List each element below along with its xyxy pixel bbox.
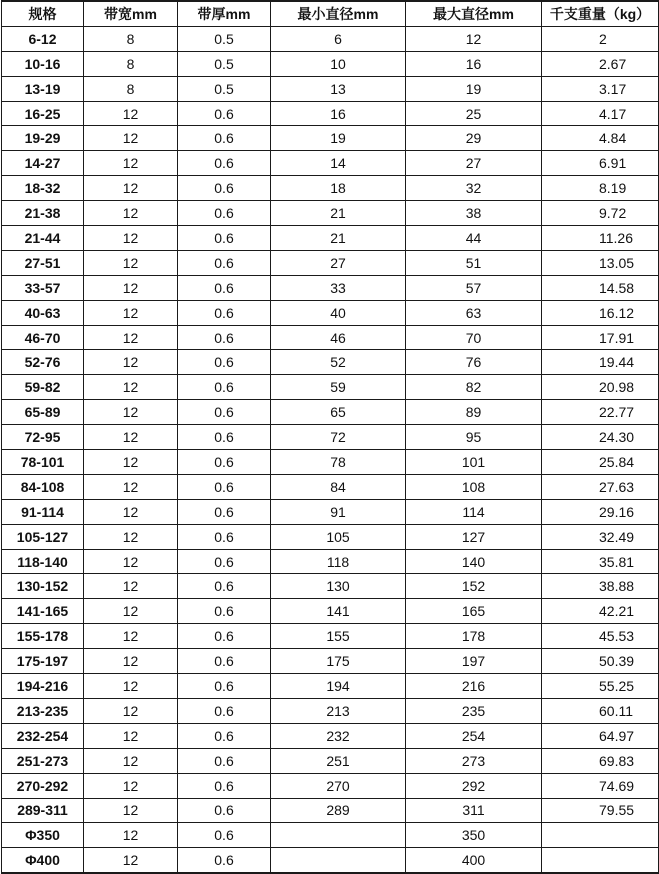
cell-weight: 69.83	[542, 748, 659, 773]
table-row	[2, 599, 659, 624]
cell-band-thickness: 0.6	[178, 649, 271, 674]
cell-spec: 40-63	[2, 300, 84, 325]
cell-weight: 32.49	[542, 524, 659, 549]
cell-weight: 13.05	[542, 250, 659, 275]
cell-weight: 6.91	[542, 151, 659, 176]
cell-min-diameter: 289	[271, 798, 406, 823]
cell-band-thickness: 0.6	[178, 350, 271, 375]
cell-band-width: 12	[84, 250, 178, 275]
cell-weight: 60.11	[542, 698, 659, 723]
cell-min-diameter: 59	[271, 375, 406, 400]
header-band-thickness: 带厚mm	[178, 1, 271, 26]
table-row	[2, 823, 659, 848]
table-row	[2, 300, 659, 325]
cell-band-width: 12	[84, 649, 178, 674]
table-row	[2, 176, 659, 201]
cell-band-thickness: 0.6	[178, 674, 271, 699]
cell-max-diameter: 95	[406, 425, 542, 450]
cell-max-diameter: 400	[406, 848, 542, 873]
table-row	[2, 350, 659, 375]
cell-spec: 16-25	[2, 101, 84, 126]
cell-weight: 79.55	[542, 798, 659, 823]
cell-band-width: 12	[84, 400, 178, 425]
cell-min-diameter: 270	[271, 773, 406, 798]
cell-band-thickness: 0.6	[178, 574, 271, 599]
cell-max-diameter: 235	[406, 698, 542, 723]
cell-band-thickness: 0.6	[178, 275, 271, 300]
cell-band-thickness: 0.6	[178, 250, 271, 275]
cell-min-diameter: 118	[271, 549, 406, 574]
cell-band-width: 12	[84, 723, 178, 748]
cell-band-width: 12	[84, 574, 178, 599]
table-row	[2, 723, 659, 748]
cell-min-diameter: 10	[271, 51, 406, 76]
cell-spec: 91-114	[2, 499, 84, 524]
cell-spec: 105-127	[2, 524, 84, 549]
cell-min-diameter: 65	[271, 400, 406, 425]
cell-max-diameter: 29	[406, 126, 542, 151]
cell-min-diameter: 175	[271, 649, 406, 674]
cell-band-width: 8	[84, 51, 178, 76]
cell-max-diameter: 197	[406, 649, 542, 674]
cell-band-width: 12	[84, 748, 178, 773]
cell-band-width: 12	[84, 798, 178, 823]
table-row	[2, 798, 659, 823]
table-row	[2, 101, 659, 126]
table-row	[2, 250, 659, 275]
cell-band-thickness: 0.6	[178, 524, 271, 549]
cell-max-diameter: 292	[406, 773, 542, 798]
cell-min-diameter: 72	[271, 425, 406, 450]
cell-max-diameter: 70	[406, 325, 542, 350]
cell-band-width: 12	[84, 201, 178, 226]
cell-spec: 21-38	[2, 201, 84, 226]
cell-weight: 2.67	[542, 51, 659, 76]
cell-min-diameter: 194	[271, 674, 406, 699]
table-row	[2, 151, 659, 176]
cell-band-width: 12	[84, 524, 178, 549]
cell-band-thickness: 0.6	[178, 300, 271, 325]
table-row	[2, 226, 659, 251]
cell-band-thickness: 0.6	[178, 375, 271, 400]
cell-band-width: 12	[84, 599, 178, 624]
cell-min-diameter: 155	[271, 624, 406, 649]
cell-spec: 175-197	[2, 649, 84, 674]
table-row	[2, 524, 659, 549]
cell-spec: 78-101	[2, 450, 84, 475]
cell-max-diameter: 311	[406, 798, 542, 823]
cell-spec: 59-82	[2, 375, 84, 400]
table-row	[2, 275, 659, 300]
cell-spec: 52-76	[2, 350, 84, 375]
cell-band-width: 12	[84, 101, 178, 126]
cell-spec: 213-235	[2, 698, 84, 723]
table-row	[2, 748, 659, 773]
cell-max-diameter: 44	[406, 226, 542, 251]
cell-weight: 50.39	[542, 649, 659, 674]
cell-weight: 35.81	[542, 549, 659, 574]
cell-max-diameter: 57	[406, 275, 542, 300]
cell-spec: 270-292	[2, 773, 84, 798]
cell-max-diameter: 16	[406, 51, 542, 76]
cell-spec: 232-254	[2, 723, 84, 748]
cell-band-thickness: 0.6	[178, 126, 271, 151]
table-row	[2, 375, 659, 400]
cell-band-width: 12	[84, 350, 178, 375]
cell-weight: 3.17	[542, 76, 659, 101]
cell-weight: 4.84	[542, 126, 659, 151]
cell-min-diameter: 84	[271, 474, 406, 499]
cell-max-diameter: 51	[406, 250, 542, 275]
cell-band-thickness: 0.6	[178, 226, 271, 251]
cell-weight	[542, 848, 659, 873]
cell-weight: 22.77	[542, 400, 659, 425]
cell-min-diameter: 213	[271, 698, 406, 723]
cell-weight: 2	[542, 26, 659, 51]
cell-band-thickness: 0.6	[178, 549, 271, 574]
spec-table	[1, 0, 659, 874]
cell-max-diameter: 89	[406, 400, 542, 425]
cell-min-diameter: 21	[271, 201, 406, 226]
cell-weight	[542, 823, 659, 848]
cell-spec: 13-19	[2, 76, 84, 101]
header-weight-per-thousand: 千支重量（kg）	[542, 1, 659, 26]
table-row	[2, 848, 659, 873]
table-row	[2, 201, 659, 226]
cell-spec: 194-216	[2, 674, 84, 699]
table-row	[2, 474, 659, 499]
table-row	[2, 698, 659, 723]
cell-band-thickness: 0.6	[178, 151, 271, 176]
cell-max-diameter: 140	[406, 549, 542, 574]
header-row	[2, 1, 659, 26]
cell-band-thickness: 0.6	[178, 101, 271, 126]
cell-band-thickness: 0.6	[178, 748, 271, 773]
cell-band-width: 12	[84, 126, 178, 151]
cell-min-diameter: 40	[271, 300, 406, 325]
cell-min-diameter: 46	[271, 325, 406, 350]
cell-band-width: 12	[84, 375, 178, 400]
table-row	[2, 499, 659, 524]
cell-max-diameter: 12	[406, 26, 542, 51]
cell-weight: 19.44	[542, 350, 659, 375]
cell-max-diameter: 108	[406, 474, 542, 499]
cell-min-diameter: 232	[271, 723, 406, 748]
cell-max-diameter: 82	[406, 375, 542, 400]
cell-min-diameter: 33	[271, 275, 406, 300]
cell-band-width: 12	[84, 325, 178, 350]
cell-band-thickness: 0.6	[178, 773, 271, 798]
cell-max-diameter: 127	[406, 524, 542, 549]
header-min-diameter: 最小直径mm	[271, 1, 406, 26]
header-spec: 规格	[2, 1, 84, 26]
cell-band-width: 12	[84, 499, 178, 524]
cell-max-diameter: 27	[406, 151, 542, 176]
cell-min-diameter: 21	[271, 226, 406, 251]
cell-band-thickness: 0.6	[178, 848, 271, 873]
cell-spec: 27-51	[2, 250, 84, 275]
cell-weight: 8.19	[542, 176, 659, 201]
table-header	[2, 1, 659, 26]
cell-band-thickness: 0.6	[178, 599, 271, 624]
cell-max-diameter: 165	[406, 599, 542, 624]
cell-weight: 25.84	[542, 450, 659, 475]
cell-band-width: 12	[84, 773, 178, 798]
table-body	[2, 26, 659, 873]
table-row	[2, 51, 659, 76]
cell-weight: 16.12	[542, 300, 659, 325]
cell-weight: 11.26	[542, 226, 659, 251]
cell-band-width: 12	[84, 176, 178, 201]
cell-weight: 42.21	[542, 599, 659, 624]
cell-band-width: 12	[84, 474, 178, 499]
cell-spec: 18-32	[2, 176, 84, 201]
cell-max-diameter: 32	[406, 176, 542, 201]
table-row	[2, 425, 659, 450]
cell-min-diameter: 16	[271, 101, 406, 126]
cell-max-diameter: 19	[406, 76, 542, 101]
cell-spec: 72-95	[2, 425, 84, 450]
cell-band-width: 12	[84, 300, 178, 325]
cell-band-width: 12	[84, 425, 178, 450]
cell-weight: 27.63	[542, 474, 659, 499]
cell-weight: 38.88	[542, 574, 659, 599]
cell-spec: 251-273	[2, 748, 84, 773]
cell-max-diameter: 76	[406, 350, 542, 375]
table-row	[2, 773, 659, 798]
cell-band-thickness: 0.6	[178, 698, 271, 723]
cell-max-diameter: 273	[406, 748, 542, 773]
cell-min-diameter: 91	[271, 499, 406, 524]
cell-weight: 74.69	[542, 773, 659, 798]
cell-max-diameter: 25	[406, 101, 542, 126]
table-row	[2, 400, 659, 425]
cell-min-diameter: 105	[271, 524, 406, 549]
cell-weight: 20.98	[542, 375, 659, 400]
cell-band-thickness: 0.6	[178, 400, 271, 425]
cell-band-thickness: 0.6	[178, 450, 271, 475]
cell-spec: 21-44	[2, 226, 84, 251]
cell-band-thickness: 0.6	[178, 425, 271, 450]
cell-weight: 29.16	[542, 499, 659, 524]
cell-weight: 14.58	[542, 275, 659, 300]
cell-band-thickness: 0.6	[178, 823, 271, 848]
cell-spec: 19-29	[2, 126, 84, 151]
header-band-width: 带宽mm	[84, 1, 178, 26]
cell-min-diameter: 14	[271, 151, 406, 176]
table-row	[2, 649, 659, 674]
cell-weight: 4.17	[542, 101, 659, 126]
cell-max-diameter: 178	[406, 624, 542, 649]
cell-weight: 17.91	[542, 325, 659, 350]
cell-spec: 10-16	[2, 51, 84, 76]
cell-min-diameter	[271, 823, 406, 848]
cell-spec: 155-178	[2, 624, 84, 649]
cell-band-thickness: 0.5	[178, 76, 271, 101]
cell-max-diameter: 216	[406, 674, 542, 699]
cell-spec: 118-140	[2, 549, 84, 574]
cell-min-diameter	[271, 848, 406, 873]
cell-band-width: 12	[84, 823, 178, 848]
cell-band-thickness: 0.6	[178, 499, 271, 524]
cell-band-width: 12	[84, 450, 178, 475]
table-row	[2, 76, 659, 101]
table-row	[2, 126, 659, 151]
cell-spec: 289-311	[2, 798, 84, 823]
cell-max-diameter: 152	[406, 574, 542, 599]
cell-min-diameter: 251	[271, 748, 406, 773]
cell-band-thickness: 0.6	[178, 723, 271, 748]
cell-band-thickness: 0.6	[178, 325, 271, 350]
cell-max-diameter: 350	[406, 823, 542, 848]
table-row	[2, 325, 659, 350]
cell-max-diameter: 254	[406, 723, 542, 748]
cell-spec: 14-27	[2, 151, 84, 176]
cell-band-width: 8	[84, 76, 178, 101]
cell-spec: 141-165	[2, 599, 84, 624]
cell-spec: 130-152	[2, 574, 84, 599]
table-row	[2, 624, 659, 649]
table-row	[2, 549, 659, 574]
cell-min-diameter: 13	[271, 76, 406, 101]
cell-band-width: 12	[84, 848, 178, 873]
cell-min-diameter: 130	[271, 574, 406, 599]
cell-min-diameter: 6	[271, 26, 406, 51]
cell-band-thickness: 0.5	[178, 26, 271, 51]
cell-band-width: 12	[84, 226, 178, 251]
table-row	[2, 574, 659, 599]
cell-min-diameter: 27	[271, 250, 406, 275]
cell-band-width: 12	[84, 275, 178, 300]
table-row	[2, 26, 659, 51]
cell-weight: 55.25	[542, 674, 659, 699]
cell-min-diameter: 141	[271, 599, 406, 624]
cell-spec: 84-108	[2, 474, 84, 499]
cell-min-diameter: 52	[271, 350, 406, 375]
cell-spec: 6-12	[2, 26, 84, 51]
cell-band-width: 12	[84, 151, 178, 176]
cell-band-thickness: 0.6	[178, 798, 271, 823]
cell-band-width: 12	[84, 624, 178, 649]
cell-weight: 24.30	[542, 425, 659, 450]
cell-band-width: 12	[84, 549, 178, 574]
cell-band-thickness: 0.5	[178, 51, 271, 76]
cell-band-width: 8	[84, 26, 178, 51]
cell-band-width: 12	[84, 698, 178, 723]
cell-weight: 45.53	[542, 624, 659, 649]
cell-max-diameter: 114	[406, 499, 542, 524]
cell-band-thickness: 0.6	[178, 624, 271, 649]
cell-spec: Φ350	[2, 823, 84, 848]
cell-band-width: 12	[84, 674, 178, 699]
cell-spec: 65-89	[2, 400, 84, 425]
cell-spec: 46-70	[2, 325, 84, 350]
table-row	[2, 674, 659, 699]
cell-max-diameter: 101	[406, 450, 542, 475]
cell-spec: 33-57	[2, 275, 84, 300]
cell-max-diameter: 63	[406, 300, 542, 325]
cell-min-diameter: 78	[271, 450, 406, 475]
table-row	[2, 450, 659, 475]
cell-min-diameter: 18	[271, 176, 406, 201]
cell-band-thickness: 0.6	[178, 201, 271, 226]
cell-max-diameter: 38	[406, 201, 542, 226]
cell-weight: 64.97	[542, 723, 659, 748]
cell-weight: 9.72	[542, 201, 659, 226]
header-max-diameter: 最大直径mm	[406, 1, 542, 26]
cell-spec: Φ400	[2, 848, 84, 873]
cell-min-diameter: 19	[271, 126, 406, 151]
cell-band-thickness: 0.6	[178, 474, 271, 499]
cell-band-thickness: 0.6	[178, 176, 271, 201]
